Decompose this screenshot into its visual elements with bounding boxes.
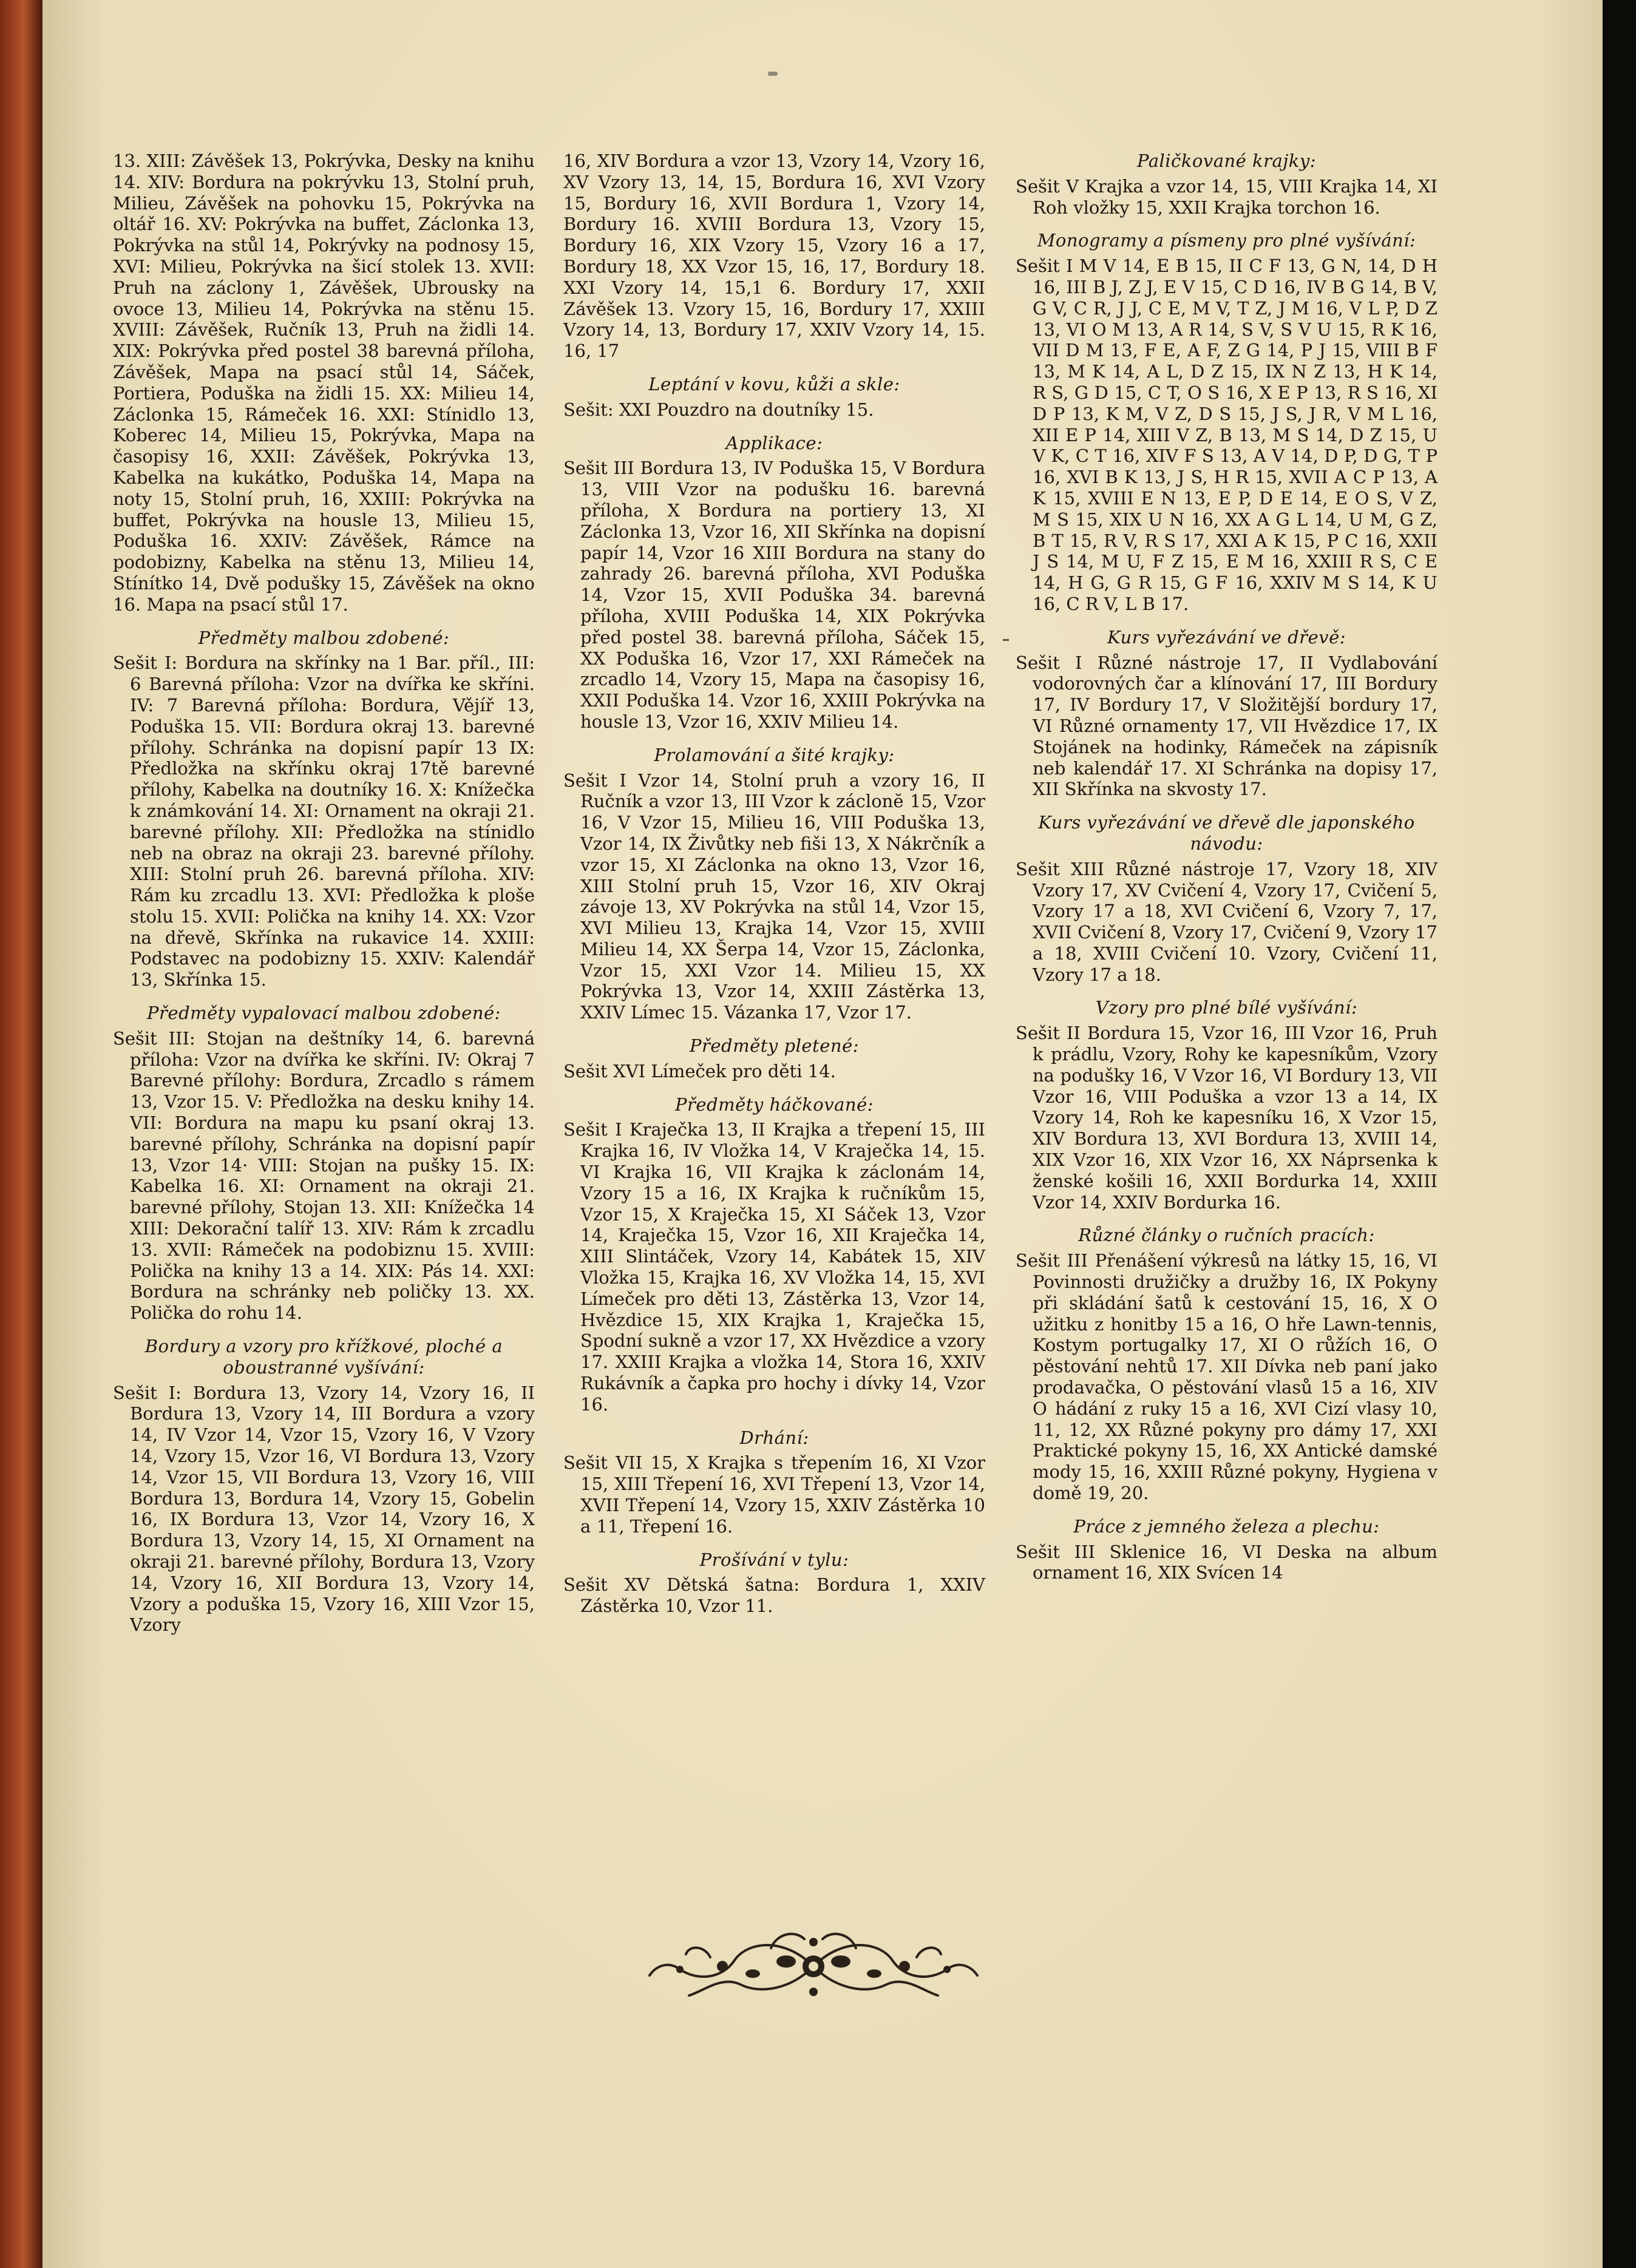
middle-column [563, 151, 985, 1617]
section-heading: Leptání v kovu, kůži a skle: [648, 373, 900, 394]
paragraph: Sešit III Přenášení výkresů na látky 15, 16, VI Povinnosti družičky a družby 16, IX Pokyny při skládání šatů k cestování 15, 16, X O užitku z honitby 15 a 16, O hře Lawn-tennis, Kostym portugalky 17, XI O růžích 16, O pěstování nehtů 17. XII Dívka neb paní jako prodavačka, O pěstování vlasů 15 a 16, XIV O hádání z ruky 15 a 16, XVI Cizí vlasy 10, 11, 12, XX Různé pokyny pro dámy 17, XXI Praktické pokyny 15, 16, XX Antické damské mody 15, 16, XXIII Různé pokyny, Hygiena v domě 19, 20. [1016, 1250, 1437, 1504]
section-heading: Kurs vyřezávání ve dřevě: [1107, 626, 1346, 648]
section-heading: Drhání: [739, 1427, 809, 1448]
print-mark [768, 72, 778, 76]
paragraph: Sešit XV Dětská šatna: Bordura 1, XXIV Zástěrka 10, Vzor 11. [563, 1574, 985, 1617]
paragraph: Sešit I Různé nástroje 17, II Vydlabování vodorovných čar a klínování 17, III Bordury 17, IV Bordury 17, V Složitější bordury 17, VI Různé ornamenty 17, VII Hvězdice 17, IX Stojánek na hodinky, Rámeček na zápisník neb kalendář 17. XI Schránka na dopisy 17, XII Skřínka na skvosty 17. [1016, 652, 1437, 800]
section-heading: Předměty pletené: [690, 1035, 859, 1057]
column-dash [1003, 639, 1009, 641]
section-heading: Různé články o ručních pracích: [1078, 1225, 1375, 1246]
paragraph: Sešit I Kraječka 13, II Krajka a třepení 15, III Krajka 16, IV Vložka 14, V Kraječka 14, 15. VI Krajka 16, VII Krajka k záclonám 14, Vzory 15 a 16, IX Krajka k ručníkům 15, Vzor 15, X Kraječka 15, XI Sáček 13, Vzor 14, Kraječka 15, Vzor 16, XII Kraječka 14, XIII Slintáček, Vzory 14, Kabátek 15, XIV Vložka 15, Krajka 16, XV Vložka 14, 15, XVI Límeček pro děti 13, Zástěrka 13, Vzor 14, Hvězdice 15, XIX Krajka 1, Kraječka 15, Spodní sukně a vzor 17, XX Hvězdice a vzory 17. XXIII Krajka a vložka 14, Stora 16, XXIV Rukávník a čapka pro hochy i dívky 14, Vzor 16. [563, 1119, 985, 1415]
scan-border [1603, 0, 1636, 2268]
left-column [113, 151, 535, 1636]
right-column [1016, 151, 1437, 1583]
section-heading: Bordury a vzory pro křížkové, ploché a oboustranné vyšívání: [144, 1336, 503, 1378]
section-heading: Monogramy a písmeny pro plné vyšívání: [1037, 230, 1416, 251]
section-heading: Předměty vypalovací malbou zdobené: [147, 1003, 501, 1024]
section-heading: Práce z jemného železa a plechu: [1073, 1515, 1380, 1537]
section-heading: Paličkované krajky: [1137, 151, 1316, 171]
book-spine-edge [0, 0, 42, 2268]
section-heading: Prošívání v tylu: [699, 1549, 849, 1570]
section-heading: Předměty malbou zdobené: [198, 627, 450, 648]
paragraph: Sešit VII 15, X Krajka s třepením 16, XI Vzor 15, XIII Třepení 16, XVI Třepení 13, Vzor 14, XVII Třepení 14, Vzory 15, XXIV Zástěrka 10 a 11, Třepení 16. [563, 1452, 985, 1537]
paragraph: Sešit III Bordura 13, IV Poduška 15, V Bordura 13, VIII Vzor na podušku 16. barevná příloha, X Bordura na portiery 13, XI Záclonka 13, Vzor 16, XII Skřínka na dopisní papír 14, Vzor 16 XIII Bordura na stany do zahrady 26. barevná příloha, XVI Poduška 14, Vzor 15, XVII Poduška 34. barevná příloha, XVIII Poduška 14, XIX Pokrývka před postel 38. barevná příloha, Sáček 15, XX Poduška 16, Vzor 17, XXI Rámeček na zrcadlo 14, Vzory 15, Mapa na časopisy 16, XXII Poduška 14. Vzor 16, XXIII Pokrývka na housle 13, Vzor 16, XXIV Milieu 14. [563, 458, 985, 732]
paragraph-continued: 16, XIV Bordura a vzor 13, Vzory 14, Vzory 16, XV Vzory 13, 14, 15, Bordura 16, XVI Vzory 15, Bordury 16, XVII Bordura 1, Vzory 14, Bordury 16. XVIII Bordura 13, Vzory 15, Bordury 16, XIX Vzory 15, Vzory 16 a 17, Bordury 18, XX Vzor 15, 16, 17, Bordury 18. XXI Vzory 14, 15,1 6. Bordury 17, XXII Závěšek 13. Vzory 15, 16, Bordury 17, XXIII Vzory 14, 13, Bordury 17, XXIV Vzory 14, 15. 16, 17 [563, 151, 985, 362]
section-heading: Předměty háčkované: [674, 1094, 874, 1115]
paragraph: Sešit XVI Límeček pro děti 14. [563, 1060, 836, 1082]
paragraph: Sešit: XXI Pouzdro na doutníky 15. [563, 399, 874, 420]
paragraph: Sešit II Bordura 15, Vzor 16, III Vzor 16, Pruh k prádlu, Vzory, Rohy ke kapesníkům, Vzory na podušky 16, V Vzor 16, VI Bordury 13, VII Vzor 16, VIII Poduška a vzor 13 a 14, IX Vzory 14, Roh ke kapesníku 16, X Vzor 15, XIV Bordura 13, XVI Bordura 13, XVIII 14, XIX Vzor 16, XIX Vzor 16, XX Náprsenka k ženské košili 16, XXII Bordurka 14, XXIII Vzor 14, XXIV Bordurka 16. [1016, 1023, 1437, 1213]
paragraph: Sešit I: Bordura 13, Vzory 14, Vzory 16, II Bordura 13, Vzory 14, III Bordura a vzory 14, IV Vzor 14, Vzor 15, Vzory 16, V Vzory 14, Vzory 15, Vzor 16, VI Bordura 13, Vzory 14, Vzor 15, VII Bordura 13, Vzory 16, VIII Bordura 13, Bordura 14, Vzory 15, Gobelin 16, IX Bordura 13, Vzor 14, Vzory 16, X Bordura 13, Vzory 14, 15, XI Ornament na okraji 21. barevné přílohy, Bordura 13, Vzory 14, Vzory 16, XII Bordura 13, Vzory 14, Vzory a poduška 15, Vzory 16, XIII Vzor 15, Vzory [113, 1382, 535, 1636]
paragraph: Sešit III: Stojan na deštníky 14, 6. barevná příloha: Vzor na dvířka ke skříni. IV: Okraj 7 Barevné přílohy: Bordura, Zrcadlo s rámem 13, Vzor 15. V: Předložka na desku knihy 14. VII: Bordura na mapu ku psaní okraj 13. barevné přílohy, Schránka na dopisní papír 13, Vzor 14· VIII: Stojan na pušky 15. IX: Kabelka 16. XI: Ornament na okraji 21. barevné přílohy, Stojan 13. XII: Knížečka 14 XIII: Dekorační talíř 13. XIV: Rám k zrcadlu 13. XVII: Rámeček na podobiznu 15. XVIII: Polička na knihy 13 a 14. XIX: Pás 14. XXI: Bordura na schránky neb poličky 13. XX. Polička do rohu 14. [113, 1027, 535, 1324]
paragraph: Sešit I Vzor 14, Stolní pruh a vzory 16, II Ručník a vzor 13, III Vzor k záclonĕ 15, Vzor 16, V Vzor 15, Milieu 16, VIII Poduška 13, Vzor 14, IX Živůtky neb fiši 13, X Nákrčník a vzor 15, XI Záclonka na okno 13, Vzor 16, XIII Stolní pruh 15, Vzor 16, XIV Okraj závoje 13, XV Pokrývka na stůl 14, Vzor 15, XVI Milieu 13, Krajka 14, Vzor 15, XVIII Milieu 14, XX Šerpa 14, Vzor 15, Záclonka, Vzor 15, XXI Vzor 14. Milieu 15, XX Pokrývka 13, Vzor 14, XXIII Zástěrka 13, XXIV Límec 15. Vázanka 17, Vzor 17. [563, 770, 985, 1023]
paragraph: Sešit I: Bordura na skřínky na 1 Bar. příl., III: 6 Barevná příloha: Vzor na dvířka ke skříni. IV: 7 Barevná příloha: Bordura, Vějíř 13, Poduška 15. VII: Bordura okraj 13. barevné přílohy. Schránka na dopisní papír 13 IX: Předložka na skřínku okraj 17tě barevné přílohy, Kabelka na doutníky 16. X: Knížečka k známkování 14. XI: Ornament na okraji 21. barevné přílohy. XII: Předložka na stínidlo neb na obraz na okraji 23. barevné přílohy. XIII: Stolní pruh 26. barevná příloha. XIV: Rám ku zrcadlu 13. XVI: Předložka k ploše stolu 15. XVII: Polička na knihy 14. XX: Vzor na dřevě, Skřínka na rukavice 14. XXIII: Podstavec na podobizny 15. XXIV: Kalendář 13, Skřínka 15. [113, 652, 535, 990]
section-heading: Vzory pro plné bílé vyšívání: [1095, 997, 1358, 1018]
paragraph: Sešit III Sklenice 16, VI Deska na album ornament 16, XIX Svícen 14 [1016, 1541, 1437, 1583]
paragraph: Sešit I M V 14, E B 15, II C F 13, G N, 14, D H 16, III B J, Z J, E V 15, C D 16, IV B G 14, B V, G V, C R, J J, C E, M V, T Z, J M 16, V L P, D Z 13, VI O M 13, A R 14, S V, S V U 15, R K 16, VII D M 13, F E, A F, Z G 14, P J 15, VIII B F 13, M K 14, A L, D Z 15, IX N Z 13, H K 14, R S, G D 15, C T, O S 16, X E P 13, R S 16, XI D P 13, K M, V Z, D S 15, J S, J R, V M L 16, XII E P 14, XIII V Z, B 13, M S 14, D Z 15, U V K, C T 16, XIV F S 13, A V 14, D P, D G, T P 16, XVI B K 13, J S, H R 15, XVII A C P 13, A K 15, XVIII E N 13, E P, D E 14, E O S, V Z, M S 15, XIX U N 16, XX A G L 14, U M, G Z, B T 15, R V, R S 17, XXI A K 15, P C 16, XXII J S 14, M U, F Z 15, E M 16, XXIII R S, C E 14, H G, G R 15, G F 16, XXIV M S 14, K U 16, C R V, L B 17. [1016, 256, 1437, 614]
section-heading: Applikace: [725, 432, 823, 453]
paragraph: Sešit XIII Různé nástroje 17, Vzory 18, XIV Vzory 17, XV Cvičení 4, Vzory 17, Cvičení 5, Vzory 17 a 18, XVI Cvičení 6, Vzory 7, 17, XVII Cvičení 8, Vzory 17, Cvičení 9, Vzory 17 a 18, XVIII Cvičení 10. Vzory, Cvičení 11, Vzory 17 a 18. [1016, 858, 1437, 985]
paragraph: Sešit V Krajka a vzor 14, 15, VIII Krajka 14, XI Roh vložky 15, XXII Krajka torchon 16. [1016, 175, 1437, 218]
floral-ornament-icon [631, 1924, 996, 2009]
paragraph-continued: 13. XIII: Závěšek 13, Pokrývka, Desky na knihu 14. XIV: Bordura na pokrývku 13, Stolní pruh, Milieu, Závěšek na pohovku 15, Pokrývka na oltář 16. XV: Pokrývka na buffet, Záclonka 13, Pokrývka na stůl 14, Pokrývky na podnosy 15, XVI: Milieu, Pokrývka na šicí stolek 13. XVII: Pruh na záclony 1, Závěšek, Ubrousky na ovoce 13, Milieu 14, Pokrývka na stěnu 15. XVIII: Závěšek, Ručník 13, Pruh na židli 14. XIX: Pokrývka před postel 38 barevná příloha, Závěšek, Mapa na psací stůl 14, Sáček, Portiera, Poduška na židli 15. XX: Milieu 14, Záclonka 15, Rámeček 16. XXI: Stínidlo 13, Koberec 14, Milieu 15, Pokrývka, Mapa na časopisy 16, XXII: Závěšek, Pokrývka 13, Kabelka na kukátko, Poduška 14, Mapa na noty 15, Stolní pruh, 16, XXIII: Pokrývka na buffet, Pokrývka na housle 13, Milieu 15, Poduška 16. XXIV: Závěšek, Rámce na podobizny, Kabelka na stěnu 13, Milieu 14, Stínítko 14, Dvě podušky 15, Závěšek na okno 16. Mapa na psací stůl 17. [113, 151, 535, 615]
section-heading: Kurs vyřezávání ve dřevě dle japonského návodu: [1038, 812, 1415, 854]
section-heading: Prolamování a šité krajky: [654, 744, 895, 765]
